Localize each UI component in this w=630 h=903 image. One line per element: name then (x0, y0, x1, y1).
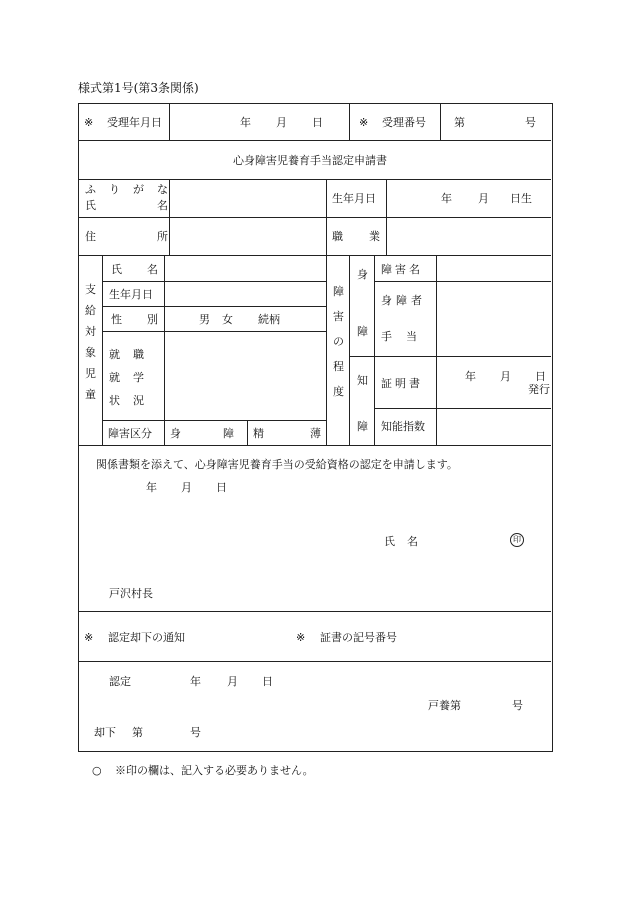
toyo-number-suffix: 号 (512, 699, 523, 712)
furigana-label: ふ (85, 183, 96, 196)
occupation-label: 業 (369, 230, 380, 243)
employment-status-label: 学 (133, 371, 144, 384)
col-divider (169, 218, 170, 255)
approval-label: 認定 (109, 675, 131, 688)
row-divider (79, 140, 551, 141)
approval-day: 日 (262, 675, 273, 688)
received-day: 日 (312, 116, 323, 129)
employment-status-label: 就 (109, 371, 120, 384)
rejection-label: 却下 (94, 726, 116, 739)
furigana-label: り (109, 183, 120, 196)
rejection-number-suffix: 号 (190, 726, 201, 739)
col-divider (164, 256, 165, 445)
col-divider (326, 180, 327, 445)
employment-status-label: 状 (109, 394, 120, 407)
seal-mark: 印 (510, 533, 524, 547)
employment-status-label: 職 (133, 348, 144, 361)
received-date-label: 受理年月日 (107, 116, 162, 129)
row-divider (374, 281, 551, 282)
certificate-number-label: 証書の記号番号 (320, 631, 397, 644)
form-number: 様式第1号(第3条関係) (78, 81, 199, 95)
office-use-mark: ※ (296, 631, 306, 644)
disability-class-label: 障害区分 (108, 427, 152, 440)
cert-issued: 発行 (528, 383, 550, 396)
physical-disability-label: 身 障 (357, 268, 368, 338)
child-sex-label: 性 (111, 313, 122, 326)
page-title: 心身障害児養育手当認定申請書 (233, 154, 387, 167)
addressee: 戸沢村長 (109, 587, 153, 600)
office-use-mark: ※ (84, 631, 94, 644)
sex-female: 女 (222, 313, 233, 326)
col-divider (169, 180, 170, 217)
received-year: 年 (240, 116, 251, 129)
applicant-birth-year: 年 (441, 192, 452, 205)
declarant-name-label: 名 (407, 535, 418, 548)
furigana-label: な (157, 183, 168, 196)
col-divider (349, 256, 350, 445)
received-number-label: 受理番号 (382, 116, 426, 129)
handbook-label: 身障者 (381, 294, 426, 307)
row-divider (102, 306, 326, 307)
applicant-birth-day: 日生 (510, 192, 532, 205)
number-prefix: 第 (454, 116, 465, 129)
row-divider (79, 217, 551, 218)
child-name-label: 名 (147, 263, 158, 276)
rejection-number-prefix: 第 (132, 726, 143, 739)
col-divider (374, 256, 375, 445)
cert-month: 月 (500, 370, 511, 383)
class-physical: 身 (170, 427, 181, 440)
row-divider (79, 611, 551, 612)
class-physical: 障 (223, 427, 234, 440)
row-divider (102, 331, 326, 332)
toyo-number-prefix: 戸養第 (428, 699, 461, 712)
child-sex-label: 別 (147, 313, 158, 326)
declaration-year: 年 (146, 481, 157, 494)
address-label: 住 (85, 230, 96, 243)
address-label: 所 (157, 230, 168, 243)
col-divider (349, 104, 350, 140)
applicant-name-label: 名 (157, 199, 168, 212)
row-divider (79, 255, 551, 256)
row-divider (102, 281, 326, 282)
office-use-mark: ※ (84, 116, 94, 129)
employment-status-label: 況 (133, 394, 144, 407)
child-name-label: 氏 (111, 263, 122, 276)
row-divider (349, 356, 551, 357)
class-mental: 薄 (310, 427, 321, 440)
row-divider (374, 408, 551, 409)
occupation-label: 職 (332, 230, 343, 243)
received-month: 月 (276, 116, 287, 129)
intellectual-disability-label: 知 障 (357, 374, 368, 433)
child-birthdate-label: 生年月日 (109, 288, 153, 301)
certificate-label: 証明書 (381, 377, 423, 390)
declaration-text: 関係書類を添えて、心身障害児養育手当の受給資格の認定を申請します。 (96, 458, 458, 471)
row-divider (79, 445, 551, 446)
declaration-month: 月 (181, 481, 192, 494)
row-divider (102, 420, 326, 421)
col-divider (386, 180, 387, 255)
declaration-day: 日 (216, 481, 227, 494)
handbook-label: 手当 (381, 330, 431, 343)
class-mental: 精 (253, 427, 264, 440)
applicant-name-label: 氏 (85, 199, 96, 212)
approval-month: 月 (227, 675, 238, 688)
col-divider (102, 256, 103, 445)
row-divider (79, 179, 551, 180)
col-divider (169, 104, 170, 140)
relationship-label: 続柄 (258, 313, 280, 326)
office-use-mark: ※ (359, 116, 369, 129)
note-text: ※印の欄は、記入する必要ありません。 (115, 764, 314, 777)
col-divider (440, 104, 441, 140)
cert-day: 日 (535, 370, 546, 383)
furigana-label: が (133, 183, 144, 196)
child-section-label: 支 給 対 象 児 童 (85, 283, 96, 401)
cert-year: 年 (465, 370, 476, 383)
applicant-birth-month: 月 (478, 192, 489, 205)
col-divider (436, 256, 437, 445)
iq-label: 知能指数 (381, 420, 425, 433)
employment-status-label: 就 (109, 348, 120, 361)
number-suffix: 号 (525, 116, 536, 129)
sex-male: 男 (199, 313, 210, 326)
note-bullet: ○ (92, 764, 102, 777)
declarant-name-label: 氏 (384, 535, 395, 548)
disability-name-label: 障害名 (381, 263, 423, 276)
applicant-birthdate-label: 生年月日 (332, 192, 376, 205)
rejection-notice-label: 認定却下の通知 (108, 631, 185, 644)
disability-degree-label: 障 害 の 程 度 (333, 285, 344, 398)
approval-year: 年 (190, 675, 201, 688)
col-divider (247, 421, 248, 445)
row-divider (79, 661, 551, 662)
